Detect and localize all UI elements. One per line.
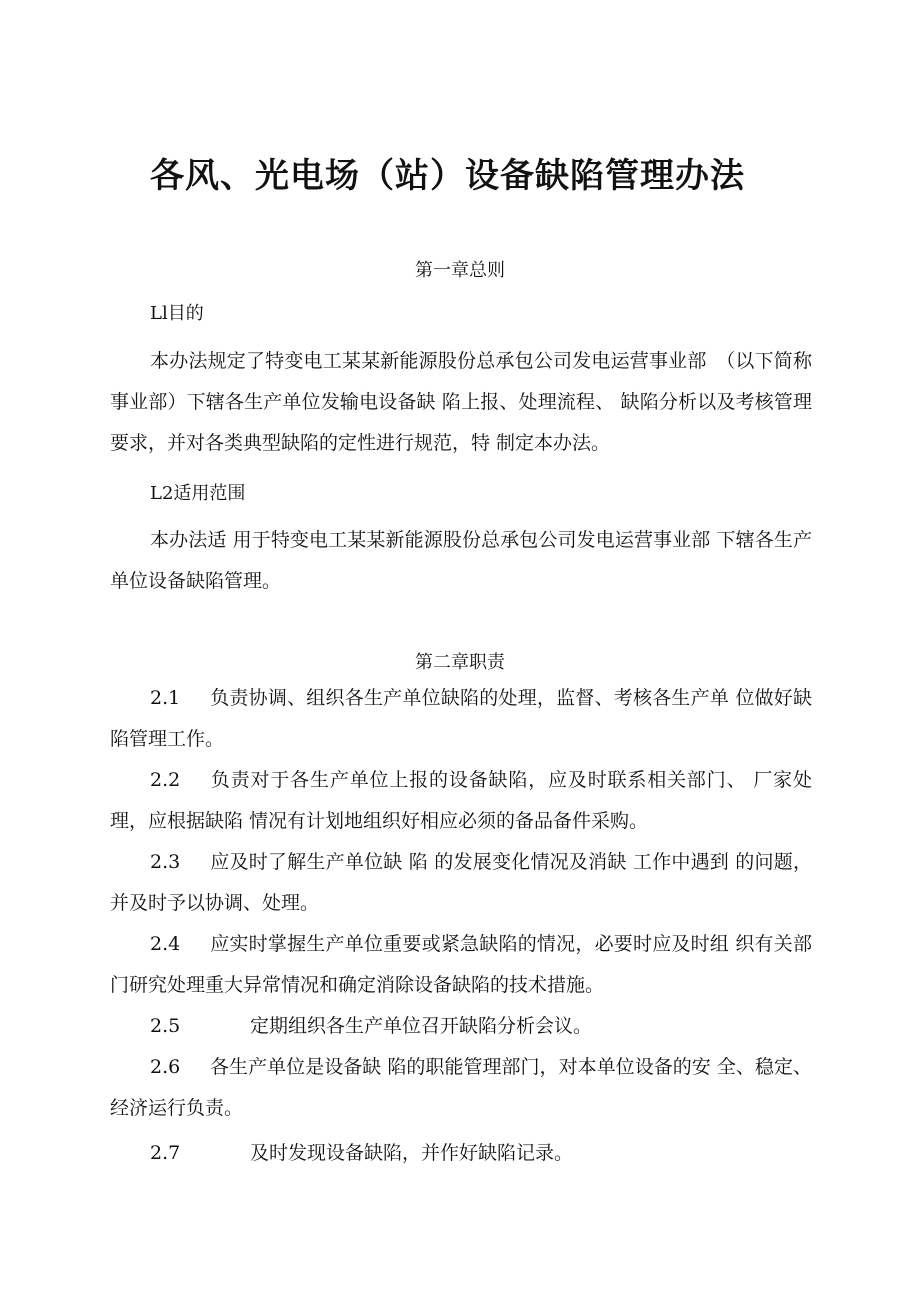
list-item — [110, 924, 812, 1006]
chapter-1-heading: 第一章总则 — [415, 260, 505, 281]
item-text: 各生产单位是设备缺 陷的职能管理部门，对本单位设备的安 全、稳定、经济运行负责。 — [110, 1056, 812, 1119]
item-number: 2.2 — [150, 769, 181, 791]
item-number: 2.5 — [150, 1015, 181, 1037]
section-1-1-text: 本办法规定了特变电工某某新能源股份总承包公司发电运营事业部 （以下简称事业部）下辖各生产单位发输电设备缺 陷上报、处理流程、 缺陷分析以及考核管理要求，并对各类典型缺陷的定性进行规范，特 制定本办法。 — [110, 350, 812, 454]
item-number: 2.4 — [150, 933, 181, 955]
item-text: 定期组织各生产单位召开缺陷分析会议。 — [250, 1015, 593, 1037]
section-1-2-heading: L2适用范围 — [150, 483, 246, 504]
section-1-1-heading: Ll目的 — [150, 303, 204, 324]
document-title: 各风、光电场（站）设备缺陷管理办法 — [150, 156, 745, 196]
list-item — [110, 842, 812, 924]
section-1-2-text: 本办法适 用于特变电工某某新能源股份总承包公司发电运营事业部 下辖各生产单位设备缺陷管理。 — [110, 529, 812, 592]
chapter-2-heading: 第二章职责 — [415, 652, 505, 673]
list-item — [110, 1006, 812, 1047]
item-text: 负责协调、组织各生产单位缺陷的处理，监督、考核各生产单 位做好缺陷管理工作。 — [110, 687, 812, 750]
item-text: 应及时了解生产单位缺 陷 的发展变化情况及消缺 工作中遇到 的问题，并及时予以协调、处理。 — [110, 851, 812, 914]
list-item — [110, 1047, 812, 1129]
item-number: 2.6 — [150, 1056, 181, 1078]
item-number: 2.1 — [150, 687, 181, 709]
item-number: 2.7 — [150, 1142, 181, 1164]
item-text: 负责对于各生产单位上报的设备缺陷，应及时联系相关部门、 厂家处理，应根据缺陷 情况有计划地组织好相应必须的备品备件采购。 — [110, 769, 812, 832]
item-text: 应实时掌握生产单位重要或紧急缺陷的情况，必要时应及时组 织有关部门研究处理重大异常情况和确定消除设备缺陷的技术措施。 — [110, 933, 812, 996]
item-text: 及时发现设备缺陷，并作好缺陷记录。 — [250, 1142, 574, 1164]
list-item — [110, 678, 812, 760]
item-number: 2.3 — [150, 851, 181, 873]
list-item — [110, 760, 812, 842]
list-item — [110, 1133, 812, 1174]
